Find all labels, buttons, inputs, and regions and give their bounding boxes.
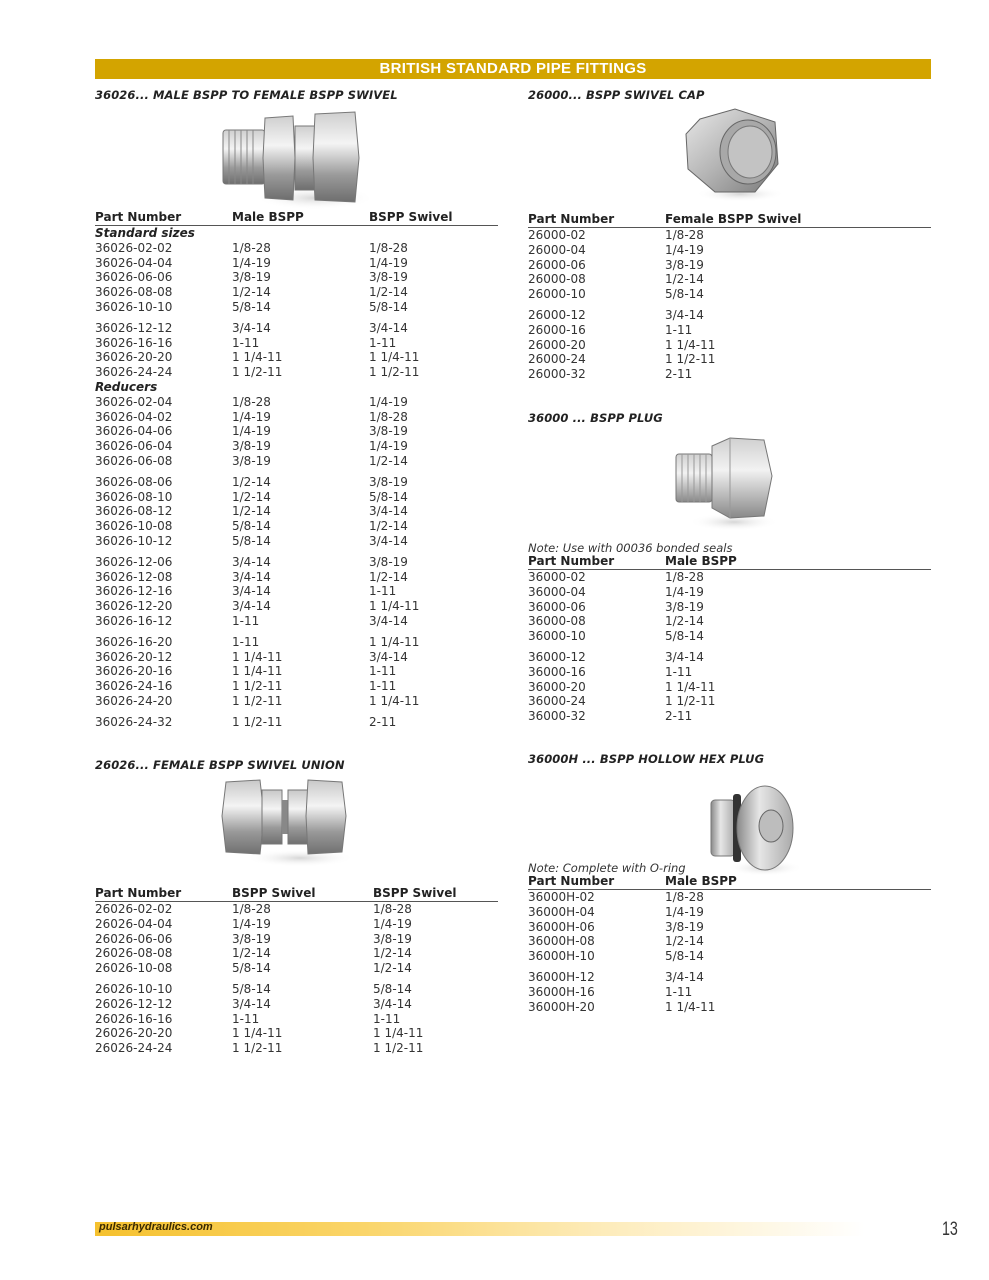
thread-size-cell: 3/8-19 (369, 270, 408, 285)
table-row (95, 321, 498, 336)
table-26000 (528, 213, 931, 382)
thread-size-cell: 1-11 (665, 984, 693, 999)
thread-size-cell: 1 1/4-11 (232, 1026, 283, 1041)
thread-size-cell: 1/4-19 (232, 409, 271, 424)
table-row (95, 350, 498, 365)
thread-size-cell: 1/2-14 (369, 519, 408, 534)
header-part-number: Part Number (528, 554, 615, 568)
note-36000h (528, 861, 931, 875)
thread-size-cell: 3/4-14 (232, 996, 271, 1011)
table-row (528, 287, 931, 302)
header-male-bspp: Male BSPP (665, 874, 737, 888)
part-number-cell: 36000-08 (528, 614, 586, 629)
part-number-cell: 26026-08-08 (95, 946, 173, 961)
thread-size-cell: 1-11 (232, 335, 260, 350)
table-row (95, 1041, 498, 1056)
part-number-cell: 36000H-02 (528, 890, 595, 904)
table-row (95, 902, 498, 917)
group-label: Reducers (95, 379, 158, 394)
table-row (95, 917, 498, 932)
thread-size-cell: 5/8-14 (369, 489, 408, 504)
page-banner: BRITISH STANDARD PIPE FITTINGS (95, 59, 931, 79)
thread-size-cell: 1/4-19 (369, 255, 408, 270)
table-row (528, 949, 931, 964)
table-row (95, 961, 498, 976)
part-number-cell: 36026-20-20 (95, 350, 173, 365)
thread-size-cell: 1 1/2-11 (232, 679, 283, 694)
section-title: 36000H ... BSPP HOLLOW HEX PLUG (528, 752, 765, 766)
part-number-cell: 26000-08 (528, 272, 586, 287)
part-number-cell: 36000-32 (528, 709, 586, 724)
part-number-cell: 36000-06 (528, 599, 586, 614)
thread-size-cell: 5/8-14 (232, 533, 271, 548)
part-number-cell: 26026-20-20 (95, 1026, 173, 1041)
thread-size-cell: 5/8-14 (232, 981, 271, 996)
note-text: Note: Use with 00036 bonded seals (528, 541, 733, 555)
thread-size-cell: 1/4-19 (232, 916, 271, 931)
thread-size-cell: 3/4-14 (665, 969, 704, 984)
table-row (95, 424, 498, 439)
table-row (95, 650, 498, 665)
thread-size-cell: 1 1/4-11 (665, 999, 716, 1014)
part-number-cell: 36026-02-02 (95, 240, 173, 255)
thread-size-cell: 1/8-28 (232, 902, 271, 916)
part-number-cell: 36026-24-32 (95, 714, 173, 729)
table-row (95, 932, 498, 947)
part-number-cell: 36026-08-10 (95, 489, 173, 504)
thread-size-cell: 1 1/4-11 (665, 679, 716, 694)
thread-size-cell: 1 1/4-11 (232, 649, 283, 664)
thread-size-cell: 1/4-19 (232, 255, 271, 270)
thread-size-cell: 3/8-19 (369, 424, 408, 439)
part-number-cell: 36000H-16 (528, 984, 595, 999)
part-number-cell: 26026-10-08 (95, 961, 173, 976)
swivel-cap-icon (680, 104, 790, 204)
part-number-cell: 36000H-20 (528, 999, 595, 1014)
part-number-cell: 36000H-10 (528, 949, 595, 964)
thread-size-cell: 1/8-28 (369, 409, 408, 424)
thread-size-cell: 3/4-14 (369, 504, 408, 519)
table-row (95, 475, 498, 490)
thread-size-cell: 3/4-14 (232, 584, 271, 599)
table-row (528, 680, 931, 695)
thread-size-cell: 1 1/2-11 (373, 1041, 424, 1056)
table-header (95, 211, 498, 226)
thread-size-cell: 1 1/2-11 (232, 714, 283, 729)
table-header (528, 213, 931, 228)
part-number-cell: 36026-12-16 (95, 584, 173, 599)
part-number-cell: 36026-08-08 (95, 285, 173, 300)
thread-size-cell: 3/8-19 (232, 931, 271, 946)
thread-size-cell: 3/4-14 (665, 649, 704, 664)
table-36000h (528, 875, 931, 1014)
header-part-number: Part Number (95, 210, 182, 224)
thread-size-cell: 5/8-14 (232, 519, 271, 534)
part-number-cell: 36000H-12 (528, 969, 595, 984)
thread-size-cell: 3/8-19 (232, 439, 271, 454)
part-number-cell: 36000-20 (528, 679, 586, 694)
table-row (528, 985, 931, 1000)
thread-size-cell: 1/8-28 (665, 228, 704, 242)
thread-size-cell: 1/2-14 (232, 474, 271, 489)
thread-size-cell: 5/8-14 (369, 299, 408, 314)
part-number-cell: 26000-24 (528, 352, 586, 367)
table-row (528, 600, 931, 615)
thread-size-cell: 1/2-14 (369, 285, 408, 300)
thread-size-cell: 3/4-14 (369, 320, 408, 335)
section-title: 36026... MALE BSPP TO FEMALE BSPP SWIVEL (95, 88, 398, 102)
part-number-cell: 36000-12 (528, 649, 586, 664)
part-number-cell: 26026-12-12 (95, 996, 173, 1011)
part-number-cell: 26000-32 (528, 367, 586, 382)
thread-size-cell: 1/4-19 (665, 904, 704, 919)
thread-size-cell: 1/2-14 (369, 569, 408, 584)
thread-size-cell: 3/4-14 (369, 533, 408, 548)
thread-size-cell: 1-11 (369, 679, 397, 694)
header-bspp-swivel: BSPP Swivel (369, 210, 453, 224)
table-row (95, 982, 498, 997)
part-number-cell: 36026-24-20 (95, 693, 173, 708)
table-row (95, 519, 498, 534)
thread-size-cell: 3/8-19 (665, 599, 704, 614)
part-number-cell: 26026-24-24 (95, 1041, 173, 1056)
hex-plug-icon (672, 436, 782, 534)
thread-size-cell: 1 1/4-11 (369, 693, 420, 708)
table-row (528, 709, 931, 724)
thread-size-cell: 3/4-14 (373, 996, 412, 1011)
thread-size-cell: 1 1/4-11 (369, 350, 420, 365)
thread-size-cell: 3/8-19 (369, 554, 408, 569)
table-row (95, 715, 498, 730)
thread-size-cell: 1/2-14 (232, 504, 271, 519)
table-row (528, 352, 931, 367)
thread-size-cell: 2-11 (665, 709, 693, 724)
thread-size-cell: 3/4-14 (369, 649, 408, 664)
table-row (95, 599, 498, 614)
thread-size-cell: 5/8-14 (665, 949, 704, 964)
table-row (95, 1026, 498, 1041)
table-row (95, 300, 498, 315)
part-number-cell: 36026-24-16 (95, 679, 173, 694)
group-label: Standard sizes (95, 226, 195, 240)
note-text: Note: Complete with O-ring (528, 861, 686, 875)
part-number-cell: 36026-16-20 (95, 634, 173, 649)
table-row (528, 920, 931, 935)
table-row (528, 694, 931, 709)
thread-size-cell: 1 1/2-11 (232, 365, 283, 380)
thread-size-cell: 1/8-28 (232, 394, 271, 409)
table-row (528, 338, 931, 353)
part-number-cell: 36026-12-12 (95, 320, 173, 335)
thread-size-cell: 5/8-14 (665, 629, 704, 644)
table-row (95, 365, 498, 380)
thread-size-cell: 1-11 (369, 335, 397, 350)
table-row (95, 664, 498, 679)
table-row (528, 934, 931, 949)
part-number-cell: 36026-10-12 (95, 533, 173, 548)
thread-size-cell: 5/8-14 (232, 299, 271, 314)
table-row (95, 241, 498, 256)
table-row (528, 570, 931, 585)
table-row (528, 1000, 931, 1015)
thread-size-cell: 1/8-28 (369, 240, 408, 255)
part-number-cell: 26000-10 (528, 287, 586, 302)
thread-size-cell: 3/8-19 (369, 474, 408, 489)
table-row (95, 490, 498, 505)
part-number-cell: 36026-04-04 (95, 255, 173, 270)
table-row (528, 367, 931, 382)
thread-size-cell: 5/8-14 (373, 981, 412, 996)
table-row (95, 614, 498, 629)
thread-size-cell: 1-11 (665, 664, 693, 679)
thread-size-cell: 1 1/4-11 (373, 1026, 424, 1041)
table-row (528, 585, 931, 600)
table-row (95, 454, 498, 469)
part-number-cell: 36000H-06 (528, 919, 595, 934)
table-row (95, 1012, 498, 1027)
thread-size-cell: 1 1/2-11 (232, 693, 283, 708)
thread-size-cell: 5/8-14 (232, 961, 271, 976)
section-26000 (528, 88, 931, 102)
section-36000 (528, 411, 931, 425)
thread-size-cell: 1-11 (232, 634, 260, 649)
part-number-cell: 26026-16-16 (95, 1011, 173, 1026)
thread-size-cell: 1 1/2-11 (369, 365, 420, 380)
table-row (95, 555, 498, 570)
thread-size-cell: 1/2-14 (232, 489, 271, 504)
thread-size-cell: 1/4-19 (665, 242, 704, 257)
table-row (95, 570, 498, 585)
thread-size-cell: 1/2-14 (665, 272, 704, 287)
part-number-cell: 26000-04 (528, 242, 586, 257)
part-number-cell: 36026-06-04 (95, 439, 173, 454)
table-header (95, 887, 498, 902)
table-row (95, 635, 498, 650)
thread-size-cell: 3/4-14 (232, 569, 271, 584)
male-bspp-swivel-fitting-icon (215, 108, 375, 213)
part-number-cell: 36026-24-24 (95, 365, 173, 380)
thread-size-cell: 1/2-14 (665, 614, 704, 629)
thread-size-cell: 3/4-14 (232, 320, 271, 335)
part-number-cell: 36026-06-06 (95, 270, 173, 285)
header-bspp-swivel: BSPP Swivel (232, 886, 316, 900)
table-row (95, 256, 498, 271)
part-number-cell: 26000-06 (528, 257, 586, 272)
part-number-cell: 36026-02-04 (95, 394, 173, 409)
thread-size-cell: 2-11 (369, 714, 397, 729)
part-number-cell: 36000H-04 (528, 904, 595, 919)
thread-size-cell: 3/8-19 (665, 919, 704, 934)
table-header (528, 875, 931, 890)
part-number-cell: 36000-02 (528, 570, 586, 584)
section-title: 26000... BSPP SWIVEL CAP (528, 88, 705, 102)
table-row (528, 243, 931, 258)
table-row (95, 679, 498, 694)
table-row (95, 946, 498, 961)
table-row (95, 395, 498, 410)
thread-size-cell: 3/4-14 (232, 599, 271, 614)
thread-size-cell: 1-11 (232, 613, 260, 628)
thread-size-cell: 1-11 (665, 322, 693, 337)
header-part-number: Part Number (95, 886, 182, 900)
thread-size-cell: 1/8-28 (373, 902, 412, 916)
table-row (528, 905, 931, 920)
header-male-bspp: Male BSPP (665, 554, 737, 568)
part-number-cell: 36000H-08 (528, 934, 595, 949)
part-number-cell: 36026-16-16 (95, 335, 173, 350)
table-row (528, 614, 931, 629)
table-row (95, 504, 498, 519)
section-title: 26026... FEMALE BSPP SWIVEL UNION (95, 758, 345, 772)
table-row (95, 694, 498, 709)
part-number-cell: 26026-02-02 (95, 902, 173, 916)
table-row (95, 439, 498, 454)
footer-website-link[interactable]: pulsarhydraulics.com (99, 1221, 213, 1233)
thread-size-cell: 1/8-28 (232, 240, 271, 255)
part-number-cell: 36026-20-12 (95, 649, 173, 664)
table-row (528, 323, 931, 338)
thread-size-cell: 2-11 (665, 367, 693, 382)
thread-size-cell: 3/8-19 (232, 270, 271, 285)
part-number-cell: 36026-06-08 (95, 453, 173, 468)
thread-size-cell: 1/2-14 (373, 946, 412, 961)
thread-size-cell: 3/8-19 (232, 453, 271, 468)
part-number-cell: 36026-04-06 (95, 424, 173, 439)
table-row (528, 629, 931, 644)
part-number-cell: 26000-02 (528, 228, 586, 242)
thread-size-cell: 1/4-19 (369, 439, 408, 454)
table-header (528, 555, 931, 570)
part-number-cell: 26026-04-04 (95, 916, 173, 931)
thread-size-cell: 1 1/2-11 (665, 352, 716, 367)
table-row (95, 534, 498, 549)
part-number-cell: 26000-16 (528, 322, 586, 337)
note-36000 (528, 541, 931, 555)
table-row (95, 584, 498, 599)
thread-size-cell: 1 1/2-11 (232, 1041, 283, 1056)
thread-size-cell: 3/4-14 (665, 307, 704, 322)
table-row (528, 665, 931, 680)
thread-size-cell: 1/4-19 (369, 394, 408, 409)
thread-size-cell: 1/2-14 (373, 961, 412, 976)
part-number-cell: 36000-04 (528, 584, 586, 599)
thread-size-cell: 1 1/4-11 (665, 337, 716, 352)
header-male-bspp: Male BSPP (232, 210, 304, 224)
part-number-cell: 26000-20 (528, 337, 586, 352)
thread-size-cell: 1 1/4-11 (369, 599, 420, 614)
thread-size-cell: 1 1/2-11 (665, 694, 716, 709)
table-row (528, 258, 931, 273)
thread-size-cell: 1 1/4-11 (232, 350, 283, 365)
header-female-bspp-swivel: Female BSPP Swivel (665, 212, 802, 226)
table-row (95, 410, 498, 425)
table-row (528, 308, 931, 323)
part-number-cell: 36000-10 (528, 629, 586, 644)
thread-size-cell: 1-11 (373, 1011, 401, 1026)
header-part-number: Part Number (528, 212, 615, 226)
female-swivel-union-icon (220, 776, 360, 868)
part-number-cell: 26026-10-10 (95, 981, 173, 996)
table-row (528, 970, 931, 985)
table-row (528, 890, 931, 905)
section-title: 36000 ... BSPP PLUG (528, 411, 663, 425)
part-number-cell: 36026-12-20 (95, 599, 173, 614)
thread-size-cell: 1/2-14 (665, 934, 704, 949)
part-number-cell: 36026-08-06 (95, 474, 173, 489)
table-36000 (528, 555, 931, 724)
part-number-cell: 36026-10-10 (95, 299, 173, 314)
thread-size-cell: 1-11 (369, 664, 397, 679)
part-number-cell: 36026-12-08 (95, 569, 173, 584)
thread-size-cell: 3/8-19 (665, 257, 704, 272)
table-row (528, 228, 931, 243)
thread-size-cell: 1/4-19 (232, 424, 271, 439)
table-row (95, 997, 498, 1012)
section-36026 (95, 88, 498, 102)
part-number-cell: 26000-12 (528, 307, 586, 322)
thread-size-cell: 1/8-28 (665, 890, 704, 904)
section-26026 (95, 758, 498, 772)
thread-size-cell: 1/4-19 (665, 584, 704, 599)
thread-size-cell: 1/2-14 (369, 453, 408, 468)
thread-size-cell: 1 1/4-11 (369, 634, 420, 649)
part-number-cell: 26026-06-06 (95, 931, 173, 946)
thread-size-cell: 1/4-19 (373, 916, 412, 931)
thread-size-cell: 1 1/4-11 (232, 664, 283, 679)
page-number: 13 (942, 1219, 958, 1240)
thread-size-cell: 1-11 (369, 584, 397, 599)
thread-size-cell: 3/4-14 (369, 613, 408, 628)
thread-size-cell: 1-11 (232, 1011, 260, 1026)
part-number-cell: 36026-16-12 (95, 613, 173, 628)
table-row (95, 285, 498, 300)
thread-size-cell: 1/8-28 (665, 570, 704, 584)
table-26026 (95, 887, 498, 1056)
table-row (95, 336, 498, 351)
thread-size-cell: 1/2-14 (232, 285, 271, 300)
part-number-cell: 36000-24 (528, 694, 586, 709)
header-bspp-swivel-2: BSPP Swivel (373, 886, 457, 900)
part-number-cell: 36026-10-08 (95, 519, 173, 534)
table-row (95, 270, 498, 285)
header-part-number: Part Number (528, 874, 615, 888)
table-row (528, 650, 931, 665)
table-36026 (95, 211, 498, 730)
part-number-cell: 36026-12-06 (95, 554, 173, 569)
thread-size-cell: 5/8-14 (665, 287, 704, 302)
section-36000h (528, 752, 931, 766)
thread-size-cell: 1/2-14 (232, 946, 271, 961)
table-row (528, 272, 931, 287)
part-number-cell: 36026-08-12 (95, 504, 173, 519)
part-number-cell: 36026-04-02 (95, 409, 173, 424)
thread-size-cell: 3/8-19 (373, 931, 412, 946)
part-number-cell: 36000-16 (528, 664, 586, 679)
thread-size-cell: 3/4-14 (232, 554, 271, 569)
part-number-cell: 36026-20-16 (95, 664, 173, 679)
